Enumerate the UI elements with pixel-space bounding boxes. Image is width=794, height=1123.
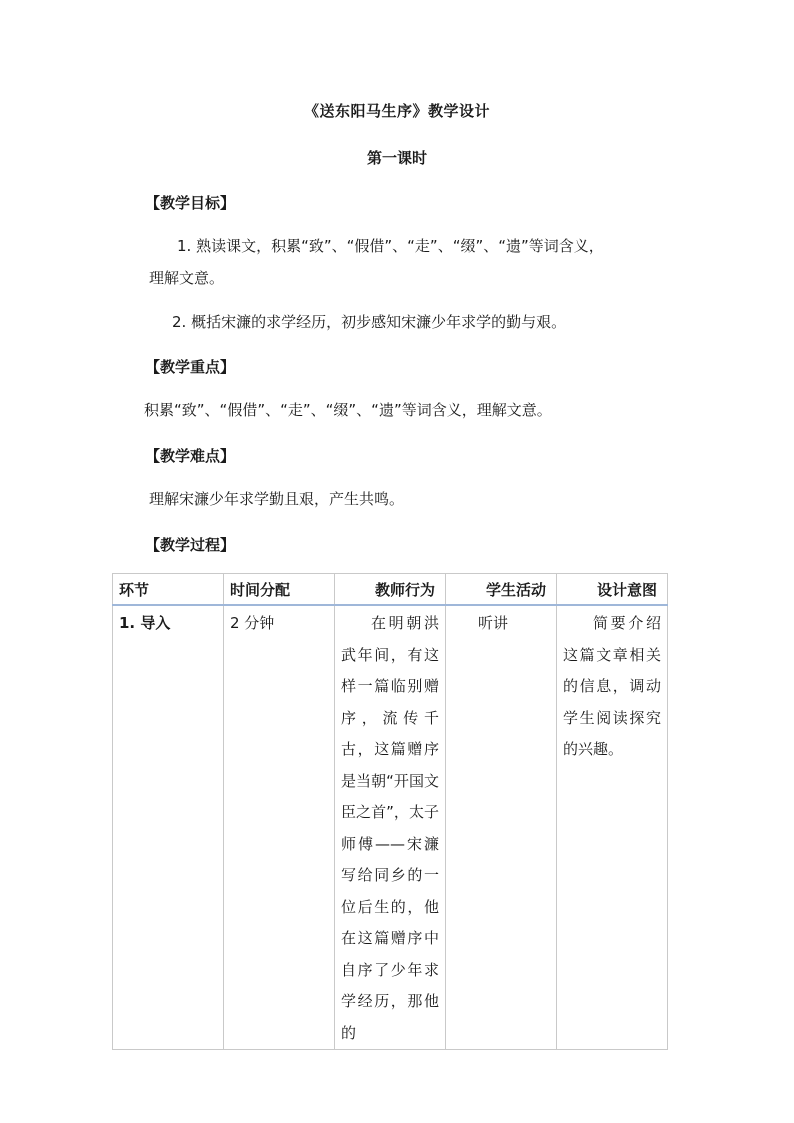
lesson-subtitle: 第一课时 xyxy=(366,149,427,167)
process-heading: 【教学过程】 xyxy=(145,536,236,554)
header-time: 时间分配 xyxy=(224,574,335,606)
objective-item-1-line-1: 1. 熟读课文，积累“致”、“假借”、“走”、“缀”、“遗”等词含义， xyxy=(177,237,604,255)
table-row xyxy=(113,605,668,1050)
header-student: 学生活动 xyxy=(446,574,557,606)
lesson-process-table xyxy=(112,573,668,1050)
header-teacher: 教师行为 xyxy=(335,574,446,606)
header-stage: 环节 xyxy=(113,574,224,606)
key-points-text: 积累“致”、“假借”、“走”、“缀”、“遗”等词含义，理解文意。 xyxy=(144,401,552,419)
objectives-heading: 【教学目标】 xyxy=(145,194,236,212)
header-intent: 设计意图 xyxy=(557,574,668,606)
cell-stage: 1. 导入 xyxy=(113,605,224,1050)
table-header-row xyxy=(113,574,668,606)
cell-teacher: 在明朝洪武年间，有这样一篇临别赠序，流传千古，这篇赠序是当朝“开国文臣之首”，太子师傅——宋濂写给同乡的一位后生的，他在这篇赠序中自序了少年求学经历，那他的 xyxy=(335,605,446,1050)
page-title: 《送东阳马生序》教学设计 xyxy=(303,102,490,120)
difficulties-heading: 【教学难点】 xyxy=(145,447,236,465)
objective-item-1-line-2: 理解文意。 xyxy=(149,269,225,287)
objective-item-2: 2. 概括宋濂的求学经历，初步感知宋濂少年求学的勤与艰。 xyxy=(172,313,567,331)
key-points-heading: 【教学重点】 xyxy=(145,358,236,376)
cell-student: 听讲 xyxy=(446,605,557,1050)
cell-time: 2 分钟 xyxy=(224,605,335,1050)
difficulties-text: 理解宋濂少年求学勤且艰，产生共鸣。 xyxy=(149,490,405,508)
cell-intent: 简要介绍这篇文章相关的信息，调动学生阅读探究的兴趣。 xyxy=(557,605,668,1050)
